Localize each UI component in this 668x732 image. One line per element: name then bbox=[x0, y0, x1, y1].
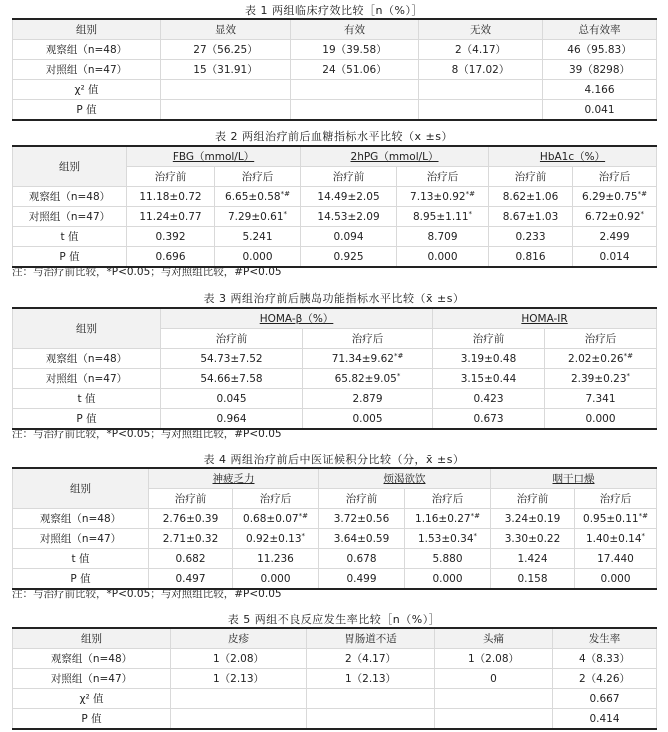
row-label: P 值 bbox=[13, 709, 171, 730]
table4-caption: 表 4 两组治疗前后中医证候积分比较（分，x̄ ±s） bbox=[203, 453, 465, 466]
table-cell: 11.236 bbox=[233, 549, 319, 569]
table-cell: 71.34±9.62*# bbox=[303, 349, 433, 369]
row-label: 对照组（n=47） bbox=[13, 669, 171, 689]
table-cell: 8.62±1.06 bbox=[489, 187, 573, 207]
table5-header-cell: 皮疹 bbox=[171, 628, 307, 649]
table3-caption: 表 3 两组治疗前后胰岛功能指标水平比较（x̄ ±s） bbox=[203, 292, 465, 305]
table-row bbox=[13, 369, 657, 389]
table-row bbox=[13, 509, 657, 529]
table-cell: 11.18±0.72 bbox=[127, 187, 215, 207]
table-cell: 1.53±0.34* bbox=[405, 529, 491, 549]
table-cell: 2.39±0.23* bbox=[545, 369, 657, 389]
sub-header: 治疗后 bbox=[575, 489, 657, 509]
sub-header: 治疗前 bbox=[127, 167, 215, 187]
table-cell: 1.40±0.14* bbox=[575, 529, 657, 549]
table-cell: 0.667 bbox=[553, 689, 657, 709]
table-row bbox=[13, 389, 657, 409]
table-cell: 2.02±0.26*# bbox=[545, 349, 657, 369]
row-label: 观察组（n=48） bbox=[13, 187, 127, 207]
table2-group-header: FBG（mmol/L） bbox=[127, 146, 301, 167]
sub-header: 治疗后 bbox=[405, 489, 491, 509]
table-cell: 0.041 bbox=[543, 100, 657, 121]
table1-header-cell: 总有效率 bbox=[543, 19, 657, 40]
table-cell: 2.879 bbox=[303, 389, 433, 409]
table-cell: 6.72±0.92* bbox=[573, 207, 657, 227]
table-cell: 3.19±0.48 bbox=[433, 349, 545, 369]
sub-header: 治疗后 bbox=[573, 167, 657, 187]
table2-row-header: 组别 bbox=[13, 146, 127, 187]
table3-group-header: HOMA-β（%） bbox=[161, 308, 433, 329]
row-label: 观察组（n=48） bbox=[13, 349, 161, 369]
table-cell: 11.24±0.77 bbox=[127, 207, 215, 227]
table5-header-row bbox=[13, 628, 657, 649]
table-cell bbox=[307, 689, 435, 709]
table-cell: 3.64±0.59 bbox=[319, 529, 405, 549]
row-label: 对照组（n=47） bbox=[13, 207, 127, 227]
row-label: P 值 bbox=[13, 100, 161, 121]
sub-header: 治疗前 bbox=[433, 329, 545, 349]
table-cell: 1（2.13） bbox=[307, 669, 435, 689]
table-cell: 19（39.58） bbox=[291, 40, 419, 60]
table-cell: 7.341 bbox=[545, 389, 657, 409]
row-label: 观察组（n=48） bbox=[13, 649, 171, 669]
table-cell: 8.95±1.11* bbox=[397, 207, 489, 227]
row-label: t 值 bbox=[13, 227, 127, 247]
table4-group-header: 烦渴欲饮 bbox=[319, 468, 491, 489]
table-cell bbox=[161, 80, 291, 100]
table-row bbox=[13, 669, 657, 689]
table-cell: 2（4.26） bbox=[553, 669, 657, 689]
table-cell: 3.24±0.19 bbox=[491, 509, 575, 529]
table5 bbox=[12, 627, 657, 730]
sub-header: 治疗前 bbox=[161, 329, 303, 349]
table-cell: 1（2.13） bbox=[171, 669, 307, 689]
table-cell: 15（31.91） bbox=[161, 60, 291, 80]
sub-header: 治疗后 bbox=[215, 167, 301, 187]
table-cell: 0.499 bbox=[319, 569, 405, 590]
table-row bbox=[13, 227, 657, 247]
table-cell bbox=[307, 709, 435, 730]
table-cell: 0.925 bbox=[301, 247, 397, 268]
table-row bbox=[13, 549, 657, 569]
row-label: 观察组（n=48） bbox=[13, 40, 161, 60]
table-row bbox=[13, 187, 657, 207]
table-cell: 1.424 bbox=[491, 549, 575, 569]
table-cell bbox=[171, 689, 307, 709]
table-row bbox=[13, 689, 657, 709]
table-cell: 1（2.08） bbox=[171, 649, 307, 669]
table1 bbox=[12, 18, 657, 121]
table4-row-header: 组别 bbox=[13, 468, 149, 509]
table-cell: 0.423 bbox=[433, 389, 545, 409]
table1-header-cell: 有效 bbox=[291, 19, 419, 40]
table4-group-header: 神疲乏力 bbox=[149, 468, 319, 489]
row-label: P 值 bbox=[13, 569, 149, 590]
table-cell: 0.92±0.13* bbox=[233, 529, 319, 549]
table2-group-header: 2hPG（mmol/L） bbox=[301, 146, 489, 167]
table-cell: 0.392 bbox=[127, 227, 215, 247]
table-cell: 0.000 bbox=[405, 569, 491, 590]
table1-header-cell: 显效 bbox=[161, 19, 291, 40]
table-cell: 14.49±2.05 bbox=[301, 187, 397, 207]
sub-header: 治疗后 bbox=[233, 489, 319, 509]
table-cell: 2（4.17） bbox=[419, 40, 543, 60]
table-cell: 0.964 bbox=[161, 409, 303, 430]
table-cell bbox=[419, 100, 543, 121]
table-row bbox=[13, 529, 657, 549]
sub-header: 治疗前 bbox=[491, 489, 575, 509]
row-label: 对照组（n=47） bbox=[13, 369, 161, 389]
table-cell: 46（95.83） bbox=[543, 40, 657, 60]
table-cell: 3.15±0.44 bbox=[433, 369, 545, 389]
table3-row-header: 组别 bbox=[13, 308, 161, 349]
table-cell: 4（8.33） bbox=[553, 649, 657, 669]
table-cell: 8.67±1.03 bbox=[489, 207, 573, 227]
table-cell: 4.166 bbox=[543, 80, 657, 100]
table-row bbox=[13, 349, 657, 369]
table4-group-header-row bbox=[13, 468, 657, 489]
table5-header-cell: 组别 bbox=[13, 628, 171, 649]
table-cell: 24（51.06） bbox=[291, 60, 419, 80]
table4-note: 注：与治疗前比较，*P<0.05；与对照组比较，#P<0.05 bbox=[12, 588, 282, 600]
table-cell: 0.68±0.07*# bbox=[233, 509, 319, 529]
table-cell: 54.66±7.58 bbox=[161, 369, 303, 389]
table-cell: 0.414 bbox=[553, 709, 657, 730]
table5-caption: 表 5 两组不良反应发生率比较［n（%）］ bbox=[227, 613, 441, 626]
table-cell: 0.014 bbox=[573, 247, 657, 268]
table-cell: 0.233 bbox=[489, 227, 573, 247]
table-cell: 27（56.25） bbox=[161, 40, 291, 60]
table3-group-header-row bbox=[13, 308, 657, 329]
table-cell bbox=[435, 689, 553, 709]
table-row bbox=[13, 60, 657, 80]
table-cell: 0.000 bbox=[545, 409, 657, 430]
table-cell: 0.696 bbox=[127, 247, 215, 268]
table-cell: 0.682 bbox=[149, 549, 233, 569]
table-cell: 0.000 bbox=[575, 569, 657, 590]
table3-group-header: HOMA-IR bbox=[433, 308, 657, 329]
table-cell: 0.000 bbox=[397, 247, 489, 268]
table-cell: 0.045 bbox=[161, 389, 303, 409]
table-cell bbox=[435, 709, 553, 730]
table1-header-row bbox=[13, 19, 657, 40]
sub-header: 治疗前 bbox=[149, 489, 233, 509]
table-cell: 0.000 bbox=[233, 569, 319, 590]
table-cell: 0.497 bbox=[149, 569, 233, 590]
table-cell: 17.440 bbox=[575, 549, 657, 569]
table-cell: 1.16±0.27*# bbox=[405, 509, 491, 529]
table2-group-header-row bbox=[13, 146, 657, 167]
table-cell: 6.29±0.75*# bbox=[573, 187, 657, 207]
table-cell: 65.82±9.05* bbox=[303, 369, 433, 389]
table-cell bbox=[161, 100, 291, 121]
sub-header: 治疗前 bbox=[301, 167, 397, 187]
table5-header-cell: 胃肠道不适 bbox=[307, 628, 435, 649]
table-cell: 0.158 bbox=[491, 569, 575, 590]
table-cell bbox=[291, 80, 419, 100]
table-cell: 0.678 bbox=[319, 549, 405, 569]
table-cell: 0.000 bbox=[215, 247, 301, 268]
row-label: χ² 值 bbox=[13, 80, 161, 100]
table-row bbox=[13, 100, 657, 121]
sub-header: 治疗后 bbox=[545, 329, 657, 349]
table-cell bbox=[291, 100, 419, 121]
sub-header: 治疗后 bbox=[303, 329, 433, 349]
row-label: P 值 bbox=[13, 247, 127, 268]
table-row bbox=[13, 40, 657, 60]
row-label: t 值 bbox=[13, 549, 149, 569]
table5-header-cell: 发生率 bbox=[553, 628, 657, 649]
table2-caption: 表 2 两组治疗前后血糖指标水平比较（x ±s） bbox=[215, 130, 453, 143]
table1-header-cell: 无效 bbox=[419, 19, 543, 40]
sub-header: 治疗前 bbox=[489, 167, 573, 187]
table-cell bbox=[419, 80, 543, 100]
table1-caption: 表 1 两组临床疗效比较［n（%）］ bbox=[245, 4, 423, 17]
table-cell: 5.880 bbox=[405, 549, 491, 569]
table-cell: 0.95±0.11*# bbox=[575, 509, 657, 529]
row-label: 对照组（n=47） bbox=[13, 60, 161, 80]
table-cell: 6.65±0.58*# bbox=[215, 187, 301, 207]
table-row bbox=[13, 80, 657, 100]
table5-header-cell: 头痛 bbox=[435, 628, 553, 649]
table-row bbox=[13, 649, 657, 669]
table-cell: 7.13±0.92*# bbox=[397, 187, 489, 207]
table-cell: 2.499 bbox=[573, 227, 657, 247]
table-cell: 0 bbox=[435, 669, 553, 689]
table-cell: 0.816 bbox=[489, 247, 573, 268]
table2 bbox=[12, 145, 657, 268]
row-label: t 值 bbox=[13, 389, 161, 409]
table3-note: 注：与治疗前比较，*P<0.05；与对照组比较，#P<0.05 bbox=[12, 428, 282, 440]
table-cell: 2（4.17） bbox=[307, 649, 435, 669]
table-cell: 0.005 bbox=[303, 409, 433, 430]
row-label: P 值 bbox=[13, 409, 161, 430]
table-cell bbox=[171, 709, 307, 730]
table-cell: 2.71±0.32 bbox=[149, 529, 233, 549]
sub-header: 治疗后 bbox=[397, 167, 489, 187]
row-label: 观察组（n=48） bbox=[13, 509, 149, 529]
table-cell: 2.76±0.39 bbox=[149, 509, 233, 529]
table-cell: 3.30±0.22 bbox=[491, 529, 575, 549]
table-cell: 0.673 bbox=[433, 409, 545, 430]
table-cell: 7.29±0.61* bbox=[215, 207, 301, 227]
table-cell: 39（8298） bbox=[543, 60, 657, 80]
table-cell: 3.72±0.56 bbox=[319, 509, 405, 529]
table-cell: 5.241 bbox=[215, 227, 301, 247]
table-cell: 14.53±2.09 bbox=[301, 207, 397, 227]
table3 bbox=[12, 307, 657, 430]
table2-note: 注：与治疗前比较，*P<0.05；与对照组比较，#P<0.05 bbox=[12, 266, 282, 278]
table-cell: 54.73±7.52 bbox=[161, 349, 303, 369]
table4-group-header: 咽干口燥 bbox=[491, 468, 657, 489]
row-label: 对照组（n=47） bbox=[13, 529, 149, 549]
table-row bbox=[13, 709, 657, 730]
table-row bbox=[13, 207, 657, 227]
table-cell: 0.094 bbox=[301, 227, 397, 247]
table1-header-cell: 组别 bbox=[13, 19, 161, 40]
table-cell: 8.709 bbox=[397, 227, 489, 247]
table4 bbox=[12, 467, 657, 590]
table2-group-header: HbA1c（%） bbox=[489, 146, 657, 167]
table-cell: 1（2.08） bbox=[435, 649, 553, 669]
row-label: χ² 值 bbox=[13, 689, 171, 709]
table-cell: 8（17.02） bbox=[419, 60, 543, 80]
sub-header: 治疗前 bbox=[319, 489, 405, 509]
